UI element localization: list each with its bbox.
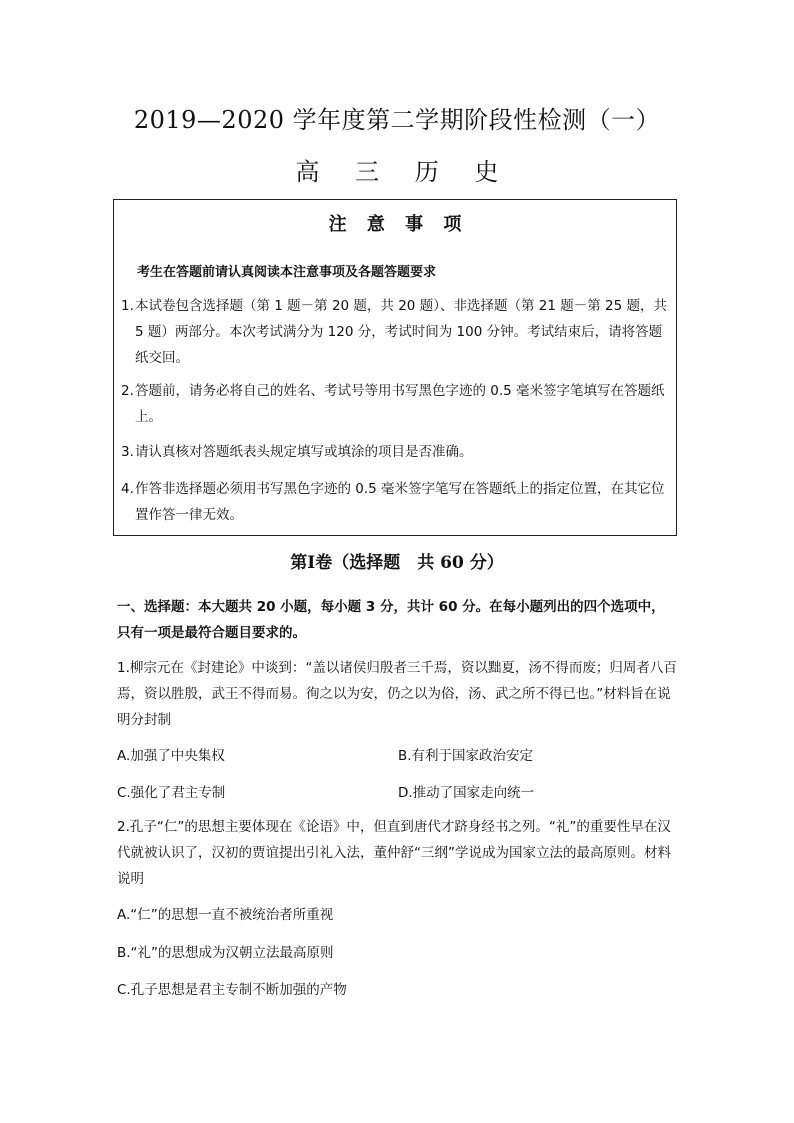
question-2-stem: 2.孔子“仁”的思想主要体现在《论语》中，但直到唐代才跻身经书之列。“礼”的重要性早在汉代就被认识了，汉初的贾谊提出引礼入法，董仲舒“三纲”学说成为国家立法的最高原则。材料说明 [117, 819, 671, 887]
question-1-option-c: C.强化了君主专制 [117, 785, 226, 801]
question-1-option-b: B.有利于国家政治安定 [398, 748, 534, 764]
question-2-option-b: B.“礼”的思想成为汉朝立法最高原则 [117, 945, 334, 961]
notice-item-text: 答题前，请务必将自己的姓名、考试号等用书写黑色字迹的 0.5 毫米签字笔填写在答题纸上。 [135, 383, 665, 425]
notice-item-text: 本试卷包含选择题（第 1 题－第 20 题，共 20 题）、非选择题（第 21 题－第 25 题，共 5 题）两部分。本次考试满分为 120 分，考试时间为 100 分钟。考试结束后，请将答题纸交回。 [135, 298, 667, 366]
question-2-option-a: A.“仁”的思想一直不被统治者所重视 [117, 907, 334, 923]
notice-item-text: 作答非选择题必须用书写黑色字迹的 0.5 毫米签字笔写在答题纸上的指定位置，在其它位置作答一律无效。 [135, 481, 665, 523]
notice-heading: 注 意 事 项 [328, 214, 469, 235]
question-1-option-a: A.加强了中央集权 [117, 748, 225, 764]
notice-item-1 [121, 293, 673, 371]
notice-item-number: 3. [121, 444, 134, 460]
subject-title: 高 三 历 史 [295, 158, 513, 186]
part1-intro: 一、选择题：本大题共 20 小题，每小题 3 分，共计 60 分。在每小题列出的四个选项中，只有一项是最符合题目要求的。 [117, 599, 665, 641]
question-2-option-c: C.孔子思想是君主专制不断加强的产物 [117, 982, 347, 998]
notice-subheading: 考生在答题前请认真阅读本注意事项及各题答题要求 [137, 265, 437, 280]
part1-heading: 第Ⅰ卷（选择题 共 60 分） [290, 553, 504, 573]
notice-item-number: 2. [121, 383, 134, 399]
question-1-option-d: D.推动了国家走向统一 [398, 785, 535, 801]
notice-item-number: 1. [121, 298, 134, 314]
notice-item-text: 请认真核对答题纸表头规定填写或填涂的项目是否准确。 [135, 444, 473, 460]
notice-item-4 [121, 476, 673, 528]
notice-item-3 [121, 439, 673, 465]
notice-item-2 [121, 378, 673, 430]
question-1-stem: 1.柳宗元在《封建论》中谈到：“盖以诸侯归殷者三千焉，资以黜夏，汤不得而废；归周者八百焉，资以胜殷，武王不得而易。徇之以为安，仍之以为俗，汤、武之所不得已也。”材料旨在说明分封制 [117, 660, 677, 728]
notice-box [113, 199, 677, 536]
exam-title: 2019—2020 学年度第二学期阶段性检测（一） [133, 106, 661, 134]
notice-item-number: 4. [121, 481, 134, 497]
